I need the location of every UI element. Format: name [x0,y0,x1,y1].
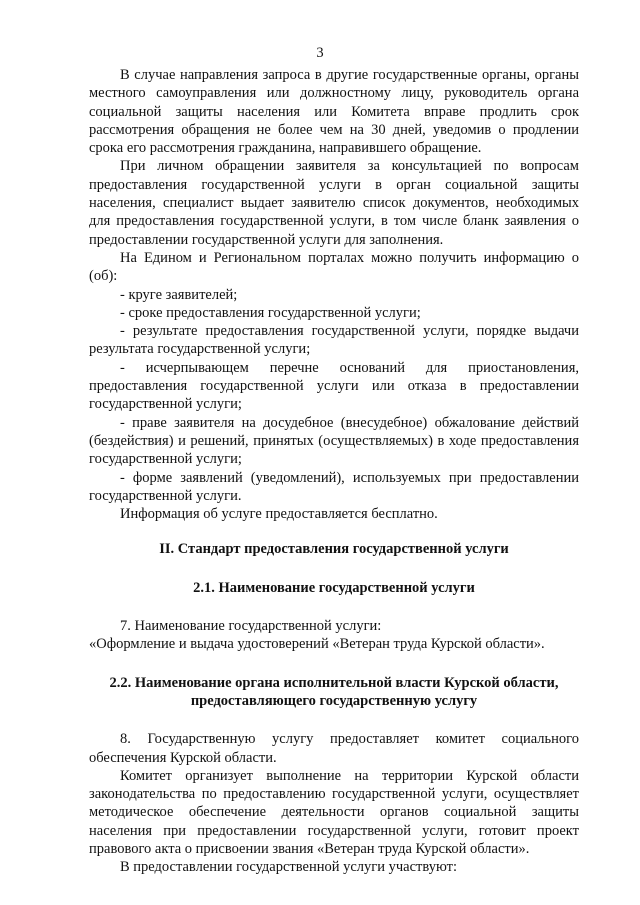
document-body [89,66,579,877]
paragraph-service-name: «Оформление и выдача удостоверений «Ветеран труда Курской области». [89,636,545,653]
subsection-heading-authority-line2: предоставляющего государственную услугу [190,692,478,709]
paragraph-participants: В предоставлении государственной услуги участвуют: [120,859,457,876]
subsection-heading-service-name: 2.1. Наименование государственной услуги [193,579,475,596]
paragraph-item-7: 7. Наименование государственной услуги: [120,618,382,635]
list-item-applicants: - круге заявителей; [120,286,238,303]
subsection-heading-authority-line1: 2.2. Наименование органа исполнительной власти Курской области, [109,674,559,691]
list-item-appeal-right: - праве заявителя на досудебное (внесудебное) обжалование действий (бездействия) и решений, принятых (осуществляемых) в ходе предоставления государственной услуги; [89,414,579,468]
page-number: 3 [316,45,324,61]
paragraph-item-8: 8. Государственную услугу предоставляет комитет социального обеспечения Курской области. [89,731,579,766]
list-item-grounds: - исчерпывающем перечне оснований для приостановления, предоставления государственной услуги или отказа в предоставлении государственной услуги; [89,359,579,413]
section-heading-standard: II. Стандарт предоставления государственной услуги [159,541,509,558]
paragraph-committee-role: Комитет организует выполнение на территории Курской области законодательства по предоставлению государственной услуги, осуществляет методическое обеспечение деятельности органов социальной защиты населения при предоставлении государственной услуги, готовит проект правового акта о присвоении звания «Ветеран труда Курской области». [89,767,579,857]
list-item-result: - результате предоставления государственной услуги, порядке выдачи результата государственной услуги; [89,323,579,358]
paragraph-free-info: Информация об услуге предоставляется бесплатно. [120,506,438,523]
paragraph-request-extension: В случае направления запроса в другие государственные органы, органы местного самоуправления или должностному лицу, руководитель органа социальной защиты населения или Комитета вправе продлить срок рассмотрения обращения не более чем на 30 дней, уведомив о продлении срока его рассмотрения гражданина, направившего обращение. [89,67,579,157]
paragraph-personal-visit: При личном обращении заявителя за консультацией по вопросам предоставления государственной услуги в орган социальной защиты населения, специалист выдает заявителю список документов, необходимых для предоставления государственной услуги, в том числе бланк заявления о предоставлении государственной услуги для заполнения. [89,158,579,248]
paragraph-portals-info: На Едином и Региональном порталах можно получить информацию о (об): [89,249,579,285]
list-item-terms: - сроке предоставления государственной услуги; [120,304,421,321]
list-item-forms: - форме заявлений (уведомлений), используемых при предоставлении государственной услуги. [89,469,579,504]
